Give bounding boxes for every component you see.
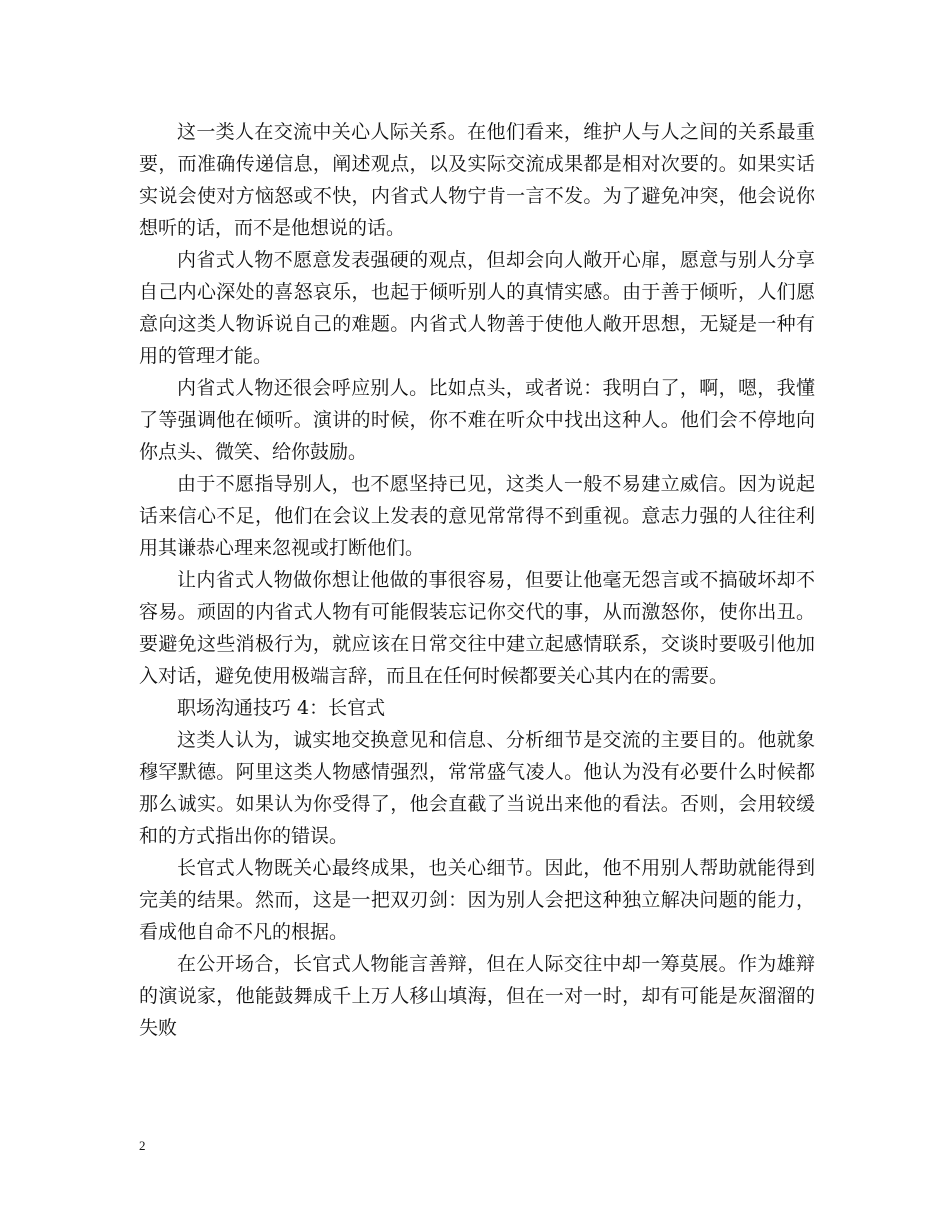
paragraph: 内省式人物不愿意发表强硬的观点，但却会向人敞开心扉，愿意与别人分享自己内心深处的喜怒哀乐，也起于倾听别人的真情实感。由于善于倾听，人们愿意向这类人物诉说自己的难题。内省式人物善于使他人敞开思想，无疑是一种有用的管理才能。 (139, 249, 815, 367)
paragraph: 这一类人在交流中关心人际关系。在他们看来，维护人与人之间的关系最重要，而准确传递信息，阐述观点，以及实际交流成果都是相对次要的。如果实话实说会使对方恼怒或不快，内省式人物宁肯一言不发。为了避免冲突，他会说你想听的话，而不是他想说的话。 (139, 121, 815, 239)
section-heading: 职场沟通技巧 4：长官式 (177, 697, 386, 719)
paragraph: 这类人认为，诚实地交换意见和信息、分析细节是交流的主要目的。他就象穆罕默德。阿里这类人物感情强烈，常常盛气凌人。他认为没有必要什么时候都那么诚实。如果认为你受得了，他会直截了当说出来他的看法。否则，会用较缓和的方式指出你的错误。 (139, 729, 815, 847)
body-text (139, 116, 815, 1044)
page-number: 2 (139, 1138, 146, 1153)
paragraph: 由于不愿指导别人，也不愿坚持已见，这类人一般不易建立威信。因为说起话来信心不足，他们在会议上发表的意见常常得不到重视。意志力强的人往往利用其谦恭心理来忽视或打断他们。 (139, 473, 815, 559)
paragraph: 长官式人物既关心最终成果，也关心细节。因此，他不用别人帮助就能得到完美的结果。然而，这是一把双刃剑：因为别人会把这种独立解决问题的能力，看成他自命不凡的根据。 (139, 857, 815, 943)
paragraph: 内省式人物还很会呼应别人。比如点头，或者说：我明白了，啊，嗯，我懂了等强调他在倾听。演讲的时候，你不难在听众中找出这种人。他们会不停地向你点头、微笑、给你鼓励。 (139, 377, 815, 463)
paragraph: 在公开场合，长官式人物能言善辩，但在人际交往中却一筹莫展。作为雄辩的演说家，他能鼓舞成千上万人移山填海，但在一对一时，却有可能是灰溜溜的失败 (139, 953, 815, 1039)
paragraph: 让内省式人物做你想让他做的事很容易，但要让他毫无怨言或不搞破坏却不容易。顽固的内省式人物有可能假装忘记你交代的事，从而激怒你，使你出丑。要避免这些消极行为，就应该在日常交往中建立起感情联系，交谈时要吸引他加入对话，避免使用极端言辞，而且在任何时候都要关心其内在的需要。 (139, 569, 815, 687)
